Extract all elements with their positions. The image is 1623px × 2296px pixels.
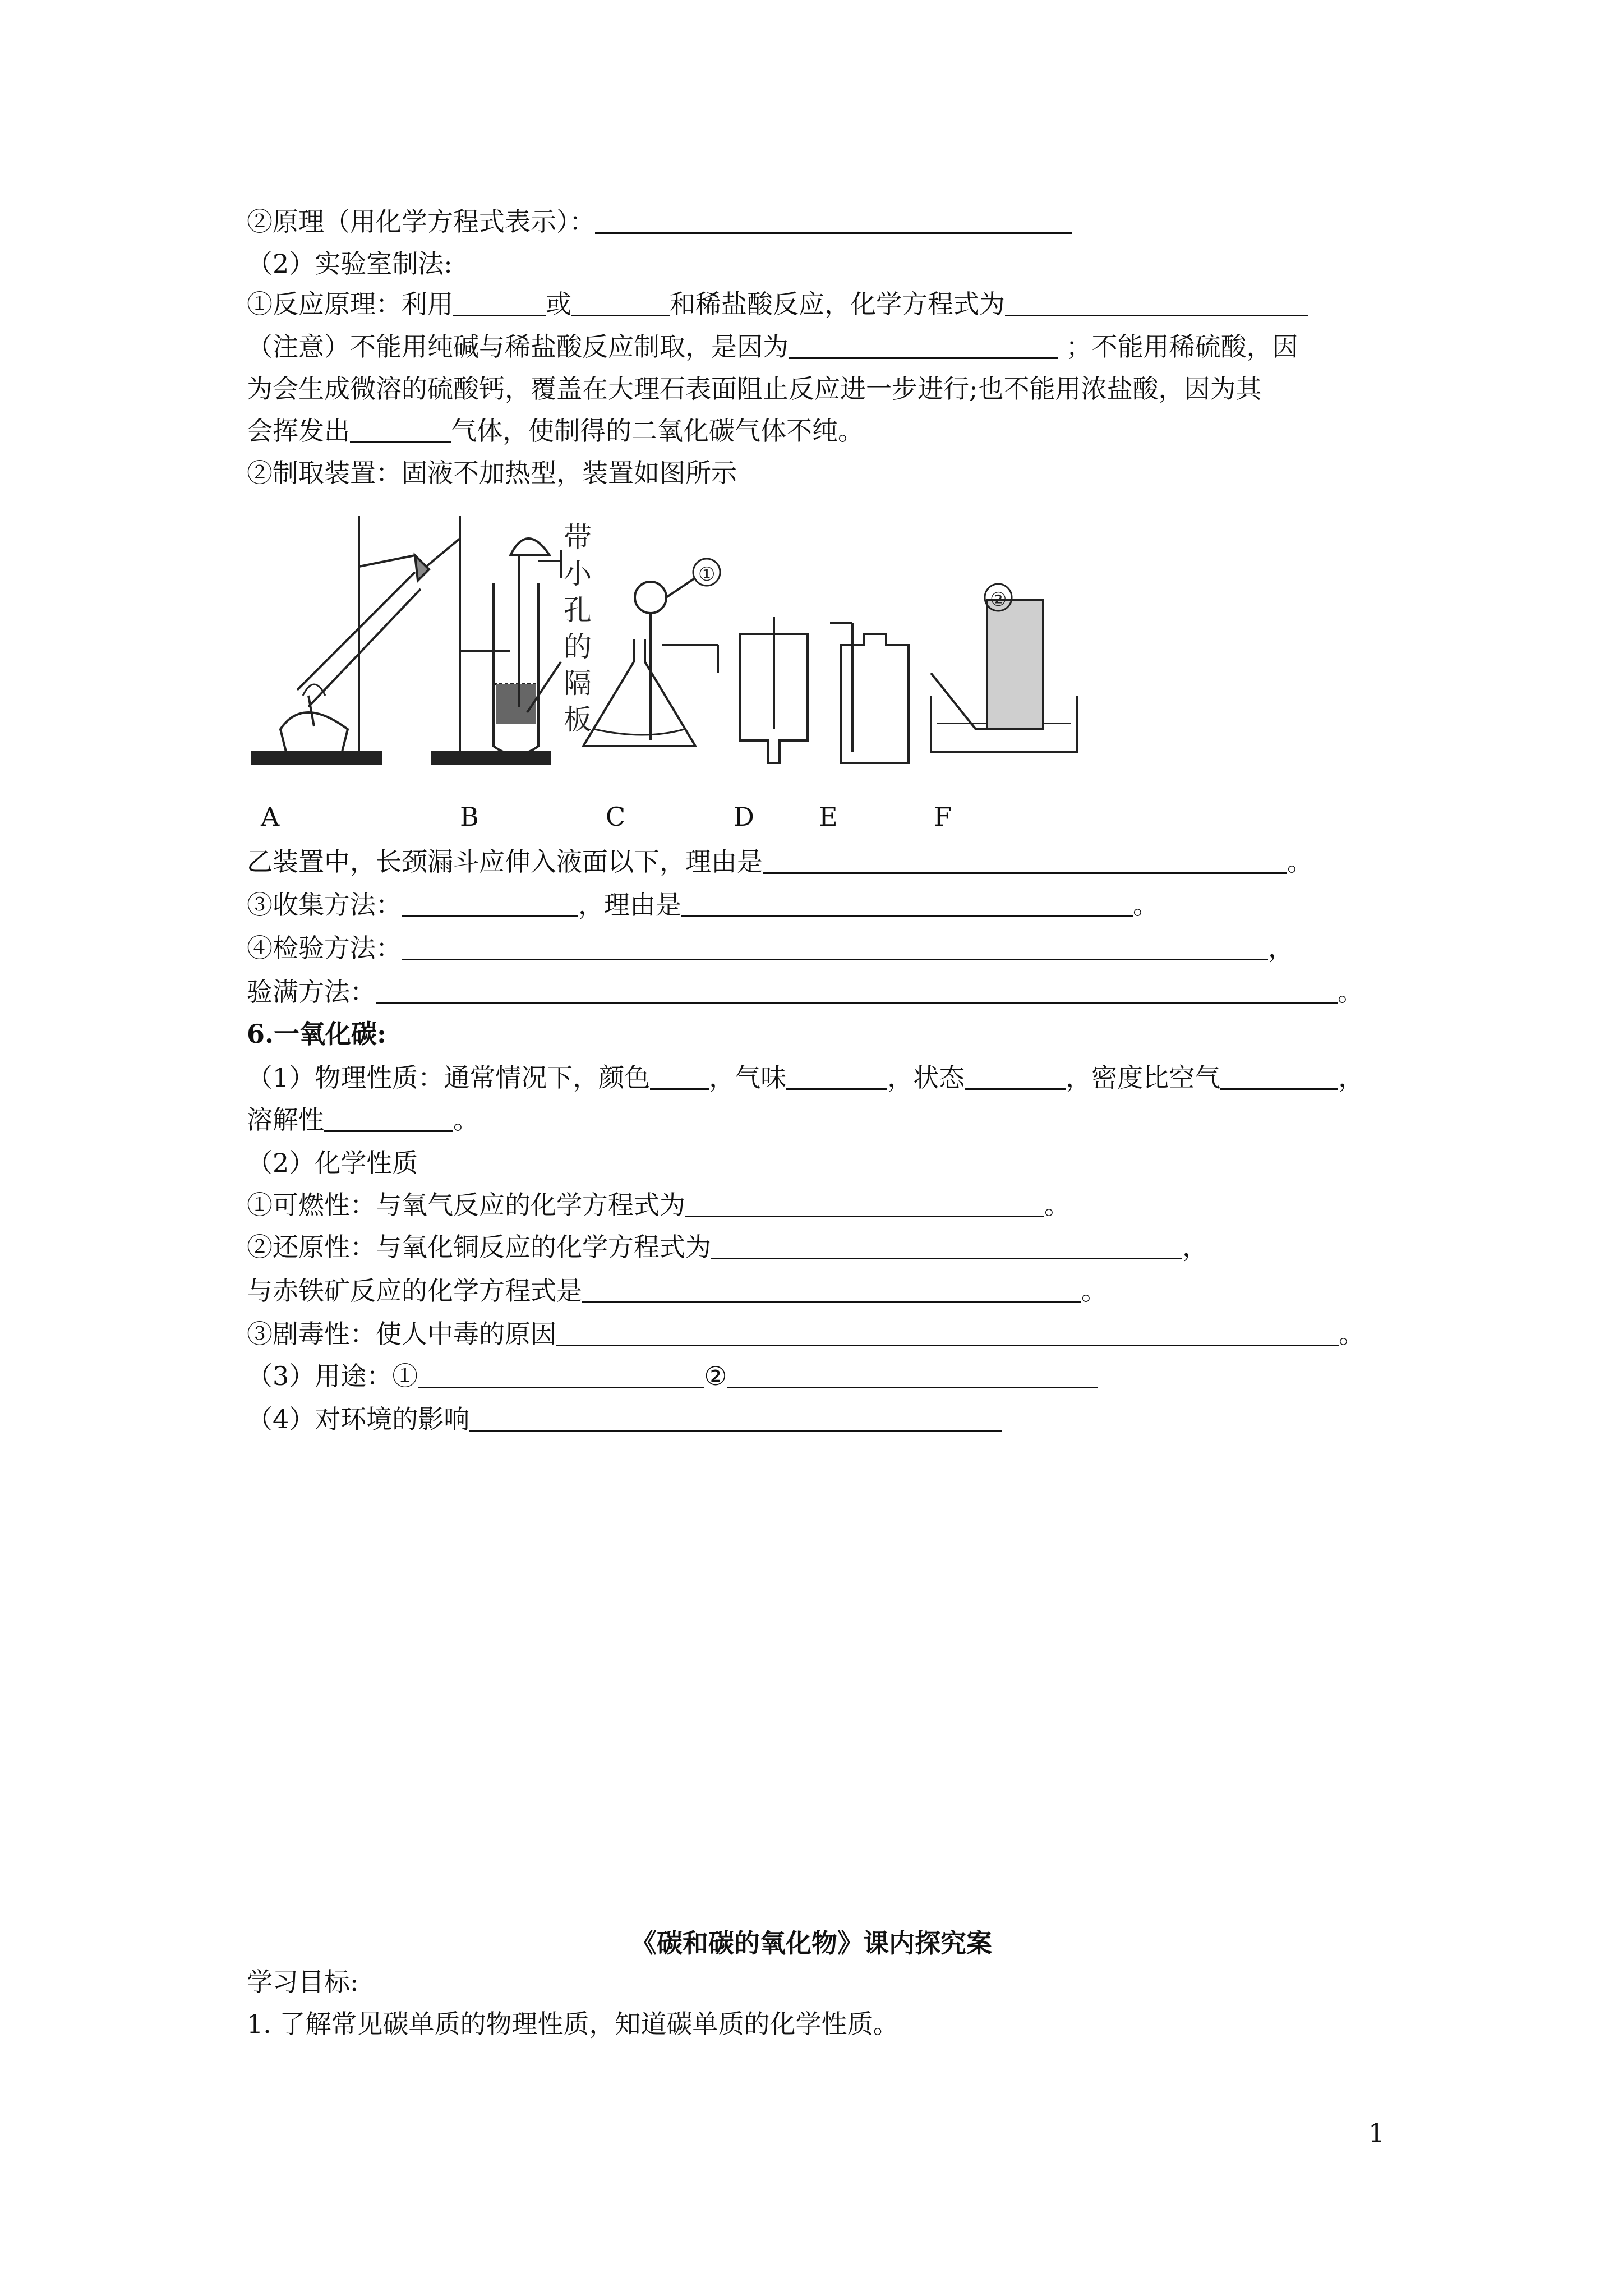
full-text: 验满方法：	[247, 977, 376, 1007]
label-c: C	[606, 802, 626, 832]
comma: ，	[1268, 933, 1294, 963]
environment-blank[interactable]	[469, 1405, 1002, 1432]
note-text-4: 气体，使制得的二氧化碳气体不纯。	[451, 416, 864, 446]
soda-reason-blank[interactable]	[789, 333, 1058, 359]
apparatus-d	[740, 617, 808, 763]
collect-text: ③收集方法：	[247, 890, 402, 920]
principle-blank[interactable]	[595, 208, 1072, 234]
note-text-2: ；不能用稀硫酸，因	[1066, 332, 1298, 362]
collect-reason-blank[interactable]	[681, 891, 1133, 917]
note-text: （注意）不能用纯碱与稀盐酸反应制取，是因为	[247, 332, 789, 362]
period: 。	[1081, 1276, 1107, 1306]
environment-text: （4）对环境的影响	[247, 1404, 470, 1434]
combustion-blank[interactable]	[685, 1191, 1044, 1217]
use-blank-1[interactable]	[418, 1362, 704, 1388]
funnel-text: 乙装置中，长颈漏斗应伸入液面以下，理由是	[247, 846, 763, 877]
reactant-blank-1[interactable]	[453, 290, 546, 316]
hematite-equation-blank[interactable]	[582, 1277, 1081, 1303]
principle-label: ②原理（用化学方程式表示）：	[247, 206, 595, 237]
combustion-text: ①可燃性：与氧气反应的化学方程式为	[247, 1190, 685, 1220]
section-title: 《碳和碳的氧化物》课内探究案	[631, 1928, 992, 1958]
co-physical-line	[247, 1062, 1364, 1093]
collect-line	[247, 889, 1159, 921]
partition-char-5: 隔	[564, 667, 592, 700]
label-e: E	[819, 802, 838, 832]
reactant-blank-2[interactable]	[571, 290, 670, 316]
page-number: 1	[1368, 2118, 1385, 2148]
chem-heading: （2）化学性质	[247, 1148, 418, 1178]
solubility-line	[247, 1104, 479, 1135]
color-blank[interactable]	[650, 1064, 709, 1090]
note-text-3: 会挥发出	[247, 416, 350, 446]
apparatus-a	[252, 516, 460, 764]
funnel-reason-blank[interactable]	[763, 848, 1287, 874]
toxicity-blank[interactable]	[556, 1320, 1339, 1346]
comma: ，	[1182, 1232, 1208, 1262]
partition-char-3: 孔	[564, 594, 592, 627]
label-b: B	[460, 802, 479, 832]
collect-method-blank[interactable]	[402, 891, 578, 917]
comma: ，	[1338, 1062, 1364, 1093]
apparatus-e	[830, 623, 909, 763]
goal-item-1: 1. 了解常见碳单质的物理性质，知道碳单质的化学性质。	[247, 2009, 899, 2039]
period: 。	[1133, 890, 1159, 920]
period: 。	[1044, 1190, 1070, 1220]
full-method-blank[interactable]	[376, 978, 1338, 1004]
label-a: A	[261, 802, 280, 832]
solubility-blank[interactable]	[324, 1106, 453, 1132]
apparatus-figure	[247, 505, 1110, 785]
principle-line	[247, 206, 1072, 237]
gas-blank[interactable]	[350, 417, 451, 443]
note-line-3	[247, 415, 864, 447]
funnel-line	[247, 846, 1313, 877]
hematite-line	[247, 1275, 1107, 1306]
solubility-text: 溶解性	[247, 1105, 324, 1135]
goal-label: 学习目标:	[247, 1967, 359, 1997]
cuo-equation-blank[interactable]	[711, 1233, 1182, 1259]
partition-char-2: 小	[564, 558, 592, 590]
reduction-line	[247, 1231, 1208, 1263]
partition-char-1: 带	[564, 521, 592, 554]
toxicity-line	[247, 1318, 1364, 1350]
odor-blank[interactable]	[786, 1064, 887, 1090]
label-d: D	[734, 802, 754, 832]
test-text: ④检验方法：	[247, 933, 402, 963]
partition-char-4: 的	[564, 631, 592, 663]
collect-text-2: ，理由是	[578, 890, 681, 920]
environment-line	[247, 1404, 1002, 1435]
reaction-principle-line	[247, 288, 1308, 320]
hematite-text: 与赤铁矿反应的化学方程式是	[247, 1276, 582, 1306]
label-f: F	[934, 802, 952, 832]
reaction-text-2: 和稀盐酸反应，化学方程式为	[670, 289, 1005, 319]
marker-2: ②	[990, 588, 1007, 611]
phys-text-4: ，密度比空气	[1066, 1062, 1221, 1093]
marker-1: ①	[698, 563, 716, 586]
test-method-blank[interactable]	[402, 934, 1268, 960]
period: 。	[1287, 846, 1313, 877]
density-blank[interactable]	[1220, 1064, 1338, 1090]
full-line	[247, 976, 1363, 1007]
note-line-1	[247, 331, 1298, 362]
apparatus-b	[432, 516, 561, 764]
reaction-or: 或	[546, 289, 571, 319]
phys-text-2: ，气味	[709, 1062, 787, 1093]
test-line	[247, 932, 1294, 964]
period: 。	[1338, 977, 1363, 1007]
partition-char-6: 板	[564, 703, 592, 736]
combustion-line	[247, 1189, 1070, 1221]
apparatus-c	[583, 559, 720, 746]
device-label: ②制取装置：固液不加热型，装置如图所示	[247, 458, 737, 488]
period: 。	[453, 1105, 479, 1135]
use-blank-2[interactable]	[727, 1362, 1098, 1388]
reduction-text: ②还原性：与氧化铜反应的化学方程式为	[247, 1232, 711, 1262]
uses-text: （3）用途：①	[247, 1361, 418, 1391]
state-blank[interactable]	[965, 1064, 1066, 1090]
reaction-text: ①反应原理：利用	[247, 289, 453, 319]
lab-heading: （2）实验室制法:	[247, 249, 453, 279]
period: 。	[1339, 1319, 1364, 1349]
phys-text: （1）物理性质：通常情况下，颜色	[247, 1062, 651, 1093]
co-heading: 6.一氧化碳:	[247, 1019, 387, 1049]
equation-blank[interactable]	[1005, 290, 1308, 316]
toxicity-text: ③剧毒性：使人中毒的原因	[247, 1319, 556, 1349]
uses-text-2: ②	[704, 1361, 727, 1391]
note-line-2: 为会生成微溶的硫酸钙，覆盖在大理石表面阻止反应进一步进行;也不能用浓盐酸，因为其	[247, 374, 1262, 404]
phys-text-3: ，状态	[887, 1062, 965, 1093]
uses-line	[247, 1360, 1098, 1392]
